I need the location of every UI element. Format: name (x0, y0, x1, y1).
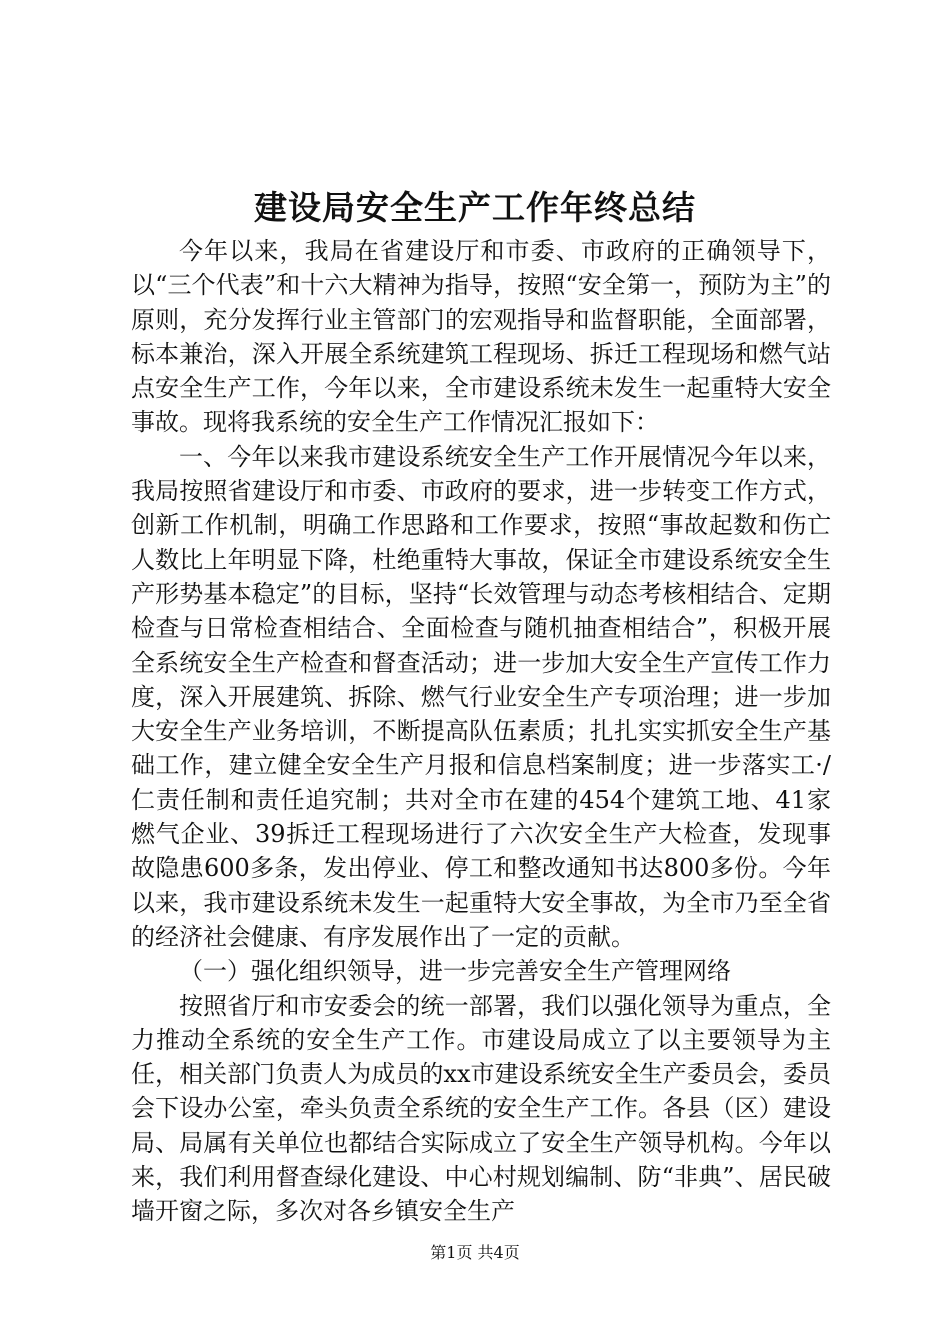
paragraph-subheading: （一）强化组织领导，进一步完善安全生产管理网络 (179, 957, 731, 986)
page-footer: 第1页 共4页 (430, 1243, 520, 1262)
paragraph-organization: 按照省厅和市安委会的统一部署，我们以强化领导为重点，全力推动全系统的安全生产工作。市建设局成立了以主要领导为主任，相关部门负责人为成员的xx市建设系统安全生产委员会，委员会下设办公室，牵头负责全系统的安全生产工作。各县（区）建设局、局属有关单位也都结合实际成立了安全生产领导机构。今年以来，我们利用督查绿化建设、中心村规划编制、防“非典”、居民破墙开窗之际，多次对各乡镇安全生产 (131, 991, 831, 1226)
paragraph-intro: 今年以来，我局在省建设厅和市委、市政府的正确领导下，以“三个代表”和十六大精神为指导，按照“安全第一，预防为主”的原则，充分发挥行业主管部门的宏观指导和监督职能，全面部署，标本兼治，深入开展全系统建筑工程现场、拆迁工程现场和燃气站点安全生产工作，今年以来，全市建设系统未发生一起重特大安全事故。现将我系统的安全生产工作情况汇报如下： (131, 237, 831, 437)
paragraph-section-one: 一、今年以来我市建设系统安全生产工作开展情况今年以来，我局按照省建设厅和市委、市政府的要求，进一步转变工作方式，创新工作机制，明确工作思路和工作要求，按照“事故起数和伤亡人数比上年明显下降，杜绝重特大事故，保证全市建设系统安全生产形势基本稳定”的目标，坚持“长效管理与动态考核相结合、定期检查与日常检查相结合、全面检查与随机抽查相结合”，积极开展全系统安全生产检查和督查活动；进一步加大安全生产宣传工作力度，深入开展建筑、拆除、燃气行业安全生产专项治理；进一步加大安全生产业务培训，不断提高队伍素质；扎扎实实抓安全生产基础工作，建立健全安全生产月报和信息档案制度；进一步落实工·/仁责任制和责任追究制；共对全市在建的454个建筑工地、41家燃气企业、39拆迁工程现场进行了六次安全生产大检查，发现事故隐患600多条，发出停业、停工和整改通知书达800多份。今年以来，我市建设系统未发生一起重特大安全事故，为全市乃至全省的经济社会健康、有序发展作出了一定的贡献。 (131, 442, 831, 951)
document-title: 建设局安全生产工作年终总结 (254, 188, 696, 227)
document-body (131, 234, 831, 1229)
